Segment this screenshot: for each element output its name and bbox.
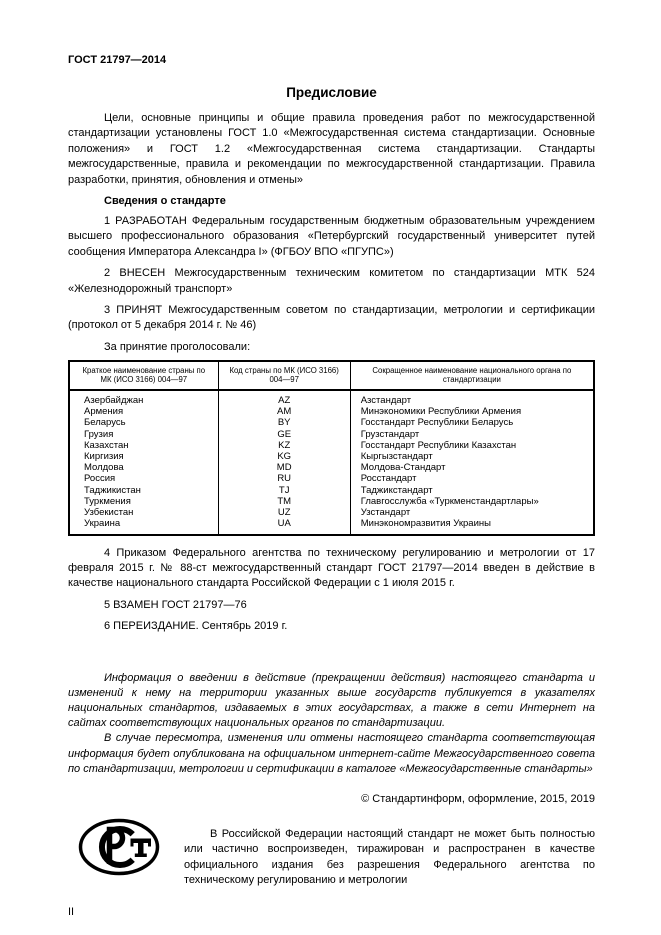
table-cell: UA (218, 518, 350, 534)
table-cell: BY (218, 417, 350, 428)
info-item-6: 6 ПЕРЕИЗДАНИЕ. Сентябрь 2019 г. (104, 620, 288, 633)
notice-paragraph-1: Информация о введении в действие (прекращении действия) настоящего стандарта и изменений к нему на территории указанных выше государств публикуется в указателях национальных стандартов, издаваемых в этих государствах, а также в сети Интернет на сайтах соответствующих национальных органов по стандартизации. (68, 671, 595, 730)
info-item-3: 3 ПРИНЯТ Межгосударственным советом по стандартизации, метрологии и сертификации (протокол от 5 декабря 2014 г. № 46) (68, 304, 595, 332)
table-cell: KZ (218, 440, 350, 451)
table-row (69, 406, 594, 417)
table-cell: TJ (218, 485, 350, 496)
table-cell: RU (218, 473, 350, 484)
table-cell: Грузия (69, 429, 218, 440)
table-cell: Молдова (69, 462, 218, 473)
table-cell: Беларусь (69, 417, 218, 428)
rst-certification-mark-icon (78, 816, 160, 881)
table-cell: Минэкономики Республики Армения (360, 406, 522, 418)
availability-notice (68, 671, 595, 777)
table-cell: Госстандарт Республики Казахстан (360, 439, 517, 451)
page-number: II (68, 905, 75, 918)
table-cell: GE (218, 429, 350, 440)
table-row (69, 496, 594, 507)
table-row (69, 485, 594, 496)
table-cell: Казахстан (69, 440, 218, 451)
table-row (69, 451, 594, 462)
vote-intro-line: За принятие проголосовали: (104, 340, 251, 353)
table-cell: Росстандарт (360, 473, 417, 485)
footer-block (68, 816, 595, 900)
table-cell: Азербайджан (69, 390, 218, 406)
table-cell: Армения (69, 406, 218, 417)
table-cell: Туркмения (69, 496, 218, 507)
table-header-row (69, 361, 594, 390)
table-row (69, 507, 594, 518)
info-item-1: 1 РАЗРАБОТАН Федеральным государственным бюджетным образовательным учреждением высшего профессионального образования «Петербургский государственный университет путей сообщения Императора Александра I» (ФГБОУ ВПО «ПГУПС») (68, 215, 595, 258)
table-cell: KG (218, 451, 350, 462)
table-cell: Украина (69, 518, 218, 534)
table-cell: Киргизия (69, 451, 218, 462)
table-cell: Минэкономразвития Украины (360, 518, 491, 530)
notice-paragraph-2: В случае пересмотра, изменения или отмены настоящего стандарта соответствующая информация будет опубликована на официальном интернет-сайте Межгосударственного совета по стандартизации, метрологии и сертификации в каталоге «Межгосударственные стандарты» (68, 732, 595, 775)
table-cell: UZ (218, 507, 350, 518)
copyright-line: © Стандартинформ, оформление, 2015, 2019 (361, 792, 595, 805)
table-cell: AZ (218, 390, 350, 406)
table-cell: AM (218, 406, 350, 417)
table-row (69, 473, 594, 484)
table-cell: Таджикстандарт (360, 484, 433, 496)
info-item-2: 2 ВНЕСЕН Межгосударственным техническим комитетом по стандартизации МТК 524 «Железнодорожный транспорт» (68, 267, 595, 295)
vote-table (68, 360, 595, 536)
table-row (69, 462, 594, 473)
column-header-country: Краткое наименование страны по МК (ИСО 3166) 004—97 (69, 361, 218, 390)
intro-paragraph: Цели, основные принципы и общие правила проведения работ по межгосударственной стандартизации установлены ГОСТ 1.0 «Межгосударственная система стандартизации. Основные положения» и ГОСТ 1.2 «Межгосударственная система стандартизации. Стандарты межгосударственные, правила и рекомендации по межгосударственной стандартизации. Правила разработки, принятия, обновления и отмены» (68, 112, 595, 186)
table-cell: Таджикистан (69, 485, 218, 496)
table-cell: Главгосслужба «Туркменстандартлары» (360, 495, 539, 507)
vote-table-header (69, 361, 594, 390)
table-row (69, 429, 594, 440)
table-cell: Госстандарт Республики Беларусь (360, 417, 514, 429)
standard-info-heading: Сведения о стандарте (104, 195, 226, 208)
table-cell: Узбекистан (69, 507, 218, 518)
doc-code: ГОСТ 21797—2014 (68, 54, 167, 66)
table-cell: Азстандарт (360, 395, 412, 407)
table-row (69, 417, 594, 428)
table-cell: Узстандарт (360, 507, 411, 519)
info-item-5: 5 ВЗАМЕН ГОСТ 21797—76 (104, 598, 247, 611)
column-header-organ: Сокращенное наименование национального органа по стандартизации (350, 361, 594, 390)
table-cell: TM (218, 496, 350, 507)
vote-table-body (69, 390, 594, 534)
table-cell: MD (218, 462, 350, 473)
table-row (69, 518, 594, 534)
table-cell: Кыргызстандарт (360, 451, 433, 463)
table-cell: Молдова-Стандарт (360, 462, 446, 474)
info-item-4: 4 Приказом Федерального агентства по техническому регулированию и метрологии от 17 февраля 2015 г. № 88-ст межгосударственный стандарт ГОСТ 21797—2014 введен в действие в качестве национального стандарта Российской Федерации с 1 июля 2015 г. (68, 546, 595, 590)
column-header-code: Код страны по МК (ИСО 3166) 004—97 (218, 361, 350, 390)
reproduction-restriction-text: В Российской Федерации настоящий стандарт не может быть полностью или частично воспроизведен, тиражирован и распространен в качестве официального издания без разрешения Федерального агентства по техническому регулированию и метрологии (184, 827, 595, 887)
table-row (69, 390, 594, 406)
table-row (69, 440, 594, 451)
page-title: Предисловие (286, 85, 377, 100)
table-cell: Россия (69, 473, 218, 484)
table-cell: Грузстандарт (360, 428, 420, 440)
